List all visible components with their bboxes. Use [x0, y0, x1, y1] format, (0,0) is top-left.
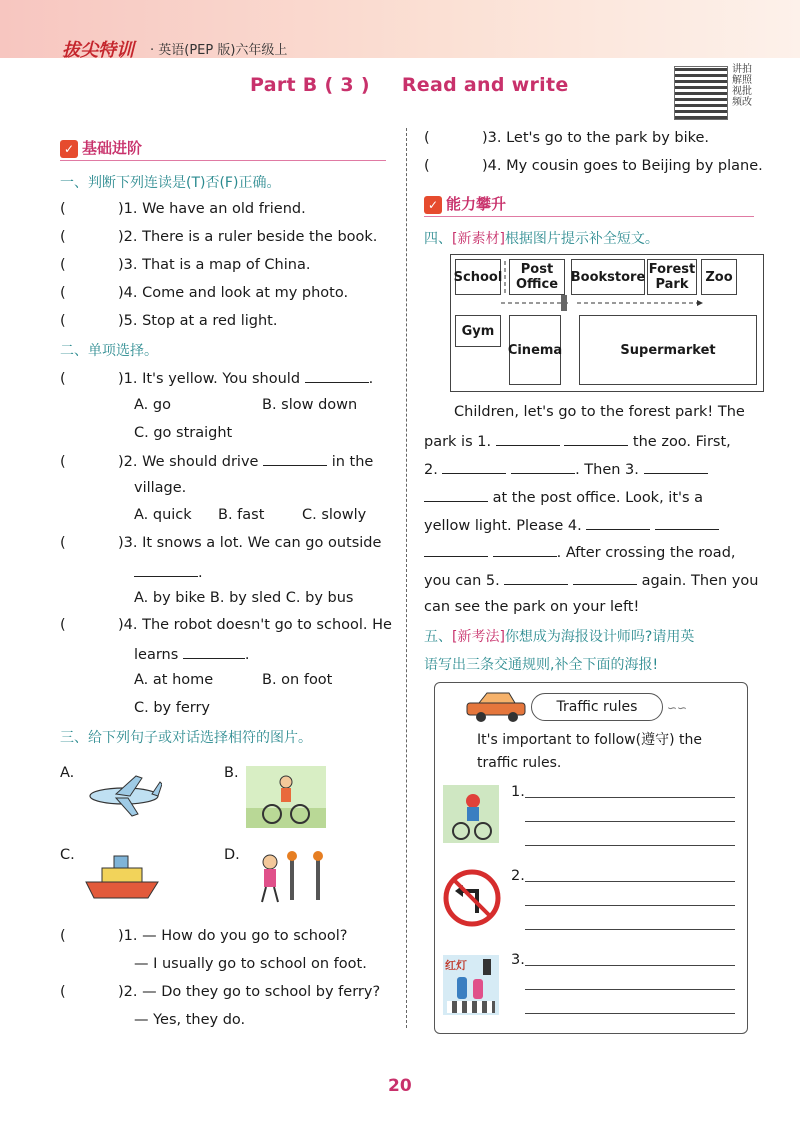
pic-label-c: C. [60, 847, 75, 863]
q3-item-4: ( )4. My cousin goes to Beijing by plane. [424, 158, 763, 174]
rule-num-3: 3. [511, 952, 525, 968]
answer-blank[interactable] [586, 515, 650, 530]
q2-i4-cont: learns . [134, 644, 250, 664]
rule-2-line[interactable] [525, 905, 735, 906]
q2-i1-optB: B. slow down [262, 397, 358, 413]
q4-p5: yellow light. Please 4. [424, 515, 719, 535]
no-left-turn-icon [443, 869, 501, 927]
answer-blank[interactable] [493, 542, 557, 557]
q4-p3: 2. . Then 3. [424, 459, 708, 479]
rule-2-line[interactable] [525, 929, 735, 930]
rule-2-line[interactable] [525, 881, 735, 882]
cloud-icon: ∽∽ [667, 701, 688, 715]
rule-1-line[interactable] [525, 821, 735, 822]
walking-girl-icon [246, 850, 326, 904]
q2-item-2: ( )2. We should drive in the [60, 451, 373, 471]
map-bookstore: Bookstore [571, 259, 645, 295]
section-ability-title: 能力攀升 [446, 195, 507, 213]
bicycle-icon [246, 766, 326, 828]
q1-item-3: ( )3. That is a map of China. [60, 257, 311, 273]
q5-heading: 五、[新考法]你想成为海报设计师吗?请用英 [424, 629, 695, 645]
q2-i2-optA: A. quick [134, 507, 192, 523]
red-light-label: 红灯 [445, 959, 467, 972]
map-gym: Gym [455, 315, 501, 347]
section-badge-icon: ✓ [60, 140, 78, 158]
answer-blank[interactable] [573, 570, 637, 585]
route-arrows [451, 255, 763, 391]
q4-p6: . After crossing the road, [424, 542, 736, 562]
answer-blank[interactable] [424, 487, 488, 502]
q2-i2-optB: B. fast [218, 507, 265, 523]
answer-blank[interactable] [655, 515, 719, 530]
cyclist-helmet-icon [443, 785, 499, 843]
q2-i4-optA: A. at home [134, 672, 214, 688]
q3-dialog-1-answer: — I usually go to school on foot. [134, 956, 367, 972]
answer-blank[interactable] [644, 459, 708, 474]
brand-title: 拔尖特训 [62, 40, 134, 61]
answer-blank[interactable] [504, 570, 568, 585]
rule-num-2: 2. [511, 868, 525, 884]
q4-p1: Children, let's go to the forest park! The [454, 404, 745, 420]
map-forest-park: Forest Park [647, 259, 697, 295]
q2-i3-options: A. by bike B. by sled C. by bus [134, 590, 354, 606]
answer-blank[interactable] [305, 368, 369, 383]
q4-p8: can see the park on your left! [424, 599, 640, 615]
answer-blank[interactable] [183, 644, 245, 659]
pic-label-b: B. [224, 765, 239, 781]
q2-item-1: ( )1. It's yellow. You should . [60, 368, 373, 388]
q3-dialog-1: ( )1. — How do you go to school? [60, 928, 348, 944]
q2-i1-optC: C. go straight [134, 425, 233, 441]
section-basic-title: 基础进阶 [82, 139, 143, 157]
rule-3-line[interactable] [525, 1013, 735, 1014]
q2-i3-blank-line: . [134, 562, 203, 582]
page-title [250, 74, 601, 96]
pic-label-a: A. [60, 765, 75, 781]
book-subtitle: · 英语(PEP 版)六年级上 [150, 43, 288, 58]
airplane-icon [86, 766, 162, 822]
q2-item-4: ( )4. The robot doesn't go to school. He [60, 617, 392, 633]
q3-dialog-2-answer: — Yes, they do. [134, 1012, 246, 1028]
q4-p4: at the post office. Look, it's a [424, 487, 703, 507]
poster-intro-1: It's important to follow(遵守) the [477, 732, 702, 748]
answer-blank[interactable] [496, 431, 560, 446]
qr-code-icon[interactable] [674, 66, 728, 120]
map-zoo: Zoo [701, 259, 737, 295]
q1-item-1: ( )1. We have an old friend. [60, 201, 306, 217]
q2-i1-optA: A. go [134, 397, 171, 413]
q1-item-2: ( )2. There is a ruler beside the book. [60, 229, 378, 245]
q4-p2: park is 1. the zoo. First, [424, 431, 731, 451]
q1-item-4: ( )4. Come and look at my photo. [60, 285, 349, 301]
rule-3-line[interactable] [525, 965, 735, 966]
page-number: 20 [388, 1076, 412, 1096]
column-divider [406, 128, 407, 1028]
q2-heading: 二、单项选择。 [60, 343, 158, 359]
rule-1-line[interactable] [525, 845, 735, 846]
q2-i2-cont: village. [134, 480, 187, 496]
q2-i4-optB: B. on foot [262, 672, 333, 688]
pic-label-d: D. [224, 847, 240, 863]
map-supermarket: Supermarket [579, 315, 757, 385]
part-name: Read and write [401, 74, 569, 96]
ferry-icon [84, 850, 160, 902]
section-ability-header [424, 193, 754, 217]
q2-item-3: ( )3. It snows a lot. We can go outside [60, 535, 382, 551]
traffic-poster [434, 682, 748, 1034]
map-school: School [455, 259, 501, 295]
rule-num-1: 1. [511, 784, 525, 800]
q1-item-5: ( )5. Stop at a red light. [60, 313, 278, 329]
answer-blank[interactable] [134, 562, 198, 577]
answer-blank[interactable] [424, 542, 488, 557]
answer-blank[interactable] [442, 459, 506, 474]
rule-3-line[interactable] [525, 989, 735, 990]
q5-heading-line2: 语写出三条交通规则,补全下面的海报! [424, 657, 659, 673]
red-light-crossing-icon [443, 955, 499, 1015]
section-badge-icon: ✓ [424, 196, 442, 214]
answer-blank[interactable] [263, 451, 327, 466]
q2-i4-optC: C. by ferry [134, 700, 211, 716]
q4-p7: you can 5. again. Then you [424, 570, 758, 590]
answer-blank[interactable] [511, 459, 575, 474]
section-basic-header [60, 137, 386, 161]
poster-title: Traffic rules [531, 693, 663, 721]
q3-item-3: ( )3. Let's go to the park by bike. [424, 130, 710, 146]
car-icon [463, 689, 533, 723]
part-label: Part B ( 3 ) [250, 74, 370, 96]
poster-intro-2: traffic rules. [477, 755, 562, 771]
map-post-office: Post Office [509, 259, 565, 295]
map-cinema: Cinema [509, 315, 561, 385]
q3-heading: 三、给下列句子或对话选择相符的图片。 [60, 730, 312, 746]
q2-i2-optC: C. slowly [302, 507, 367, 523]
answer-blank[interactable] [564, 431, 628, 446]
qr-note: 讲拍解照视批频改 [732, 64, 752, 108]
q1-heading: 一、判断下列连读是(T)否(F)正确。 [60, 175, 281, 191]
rule-1-line[interactable] [525, 797, 735, 798]
street-map [450, 254, 764, 392]
q4-heading: 四、[新素材]根据图片提示补全短文。 [424, 231, 659, 247]
q3-dialog-2: ( )2. — Do they go to school by ferry? [60, 984, 381, 1000]
